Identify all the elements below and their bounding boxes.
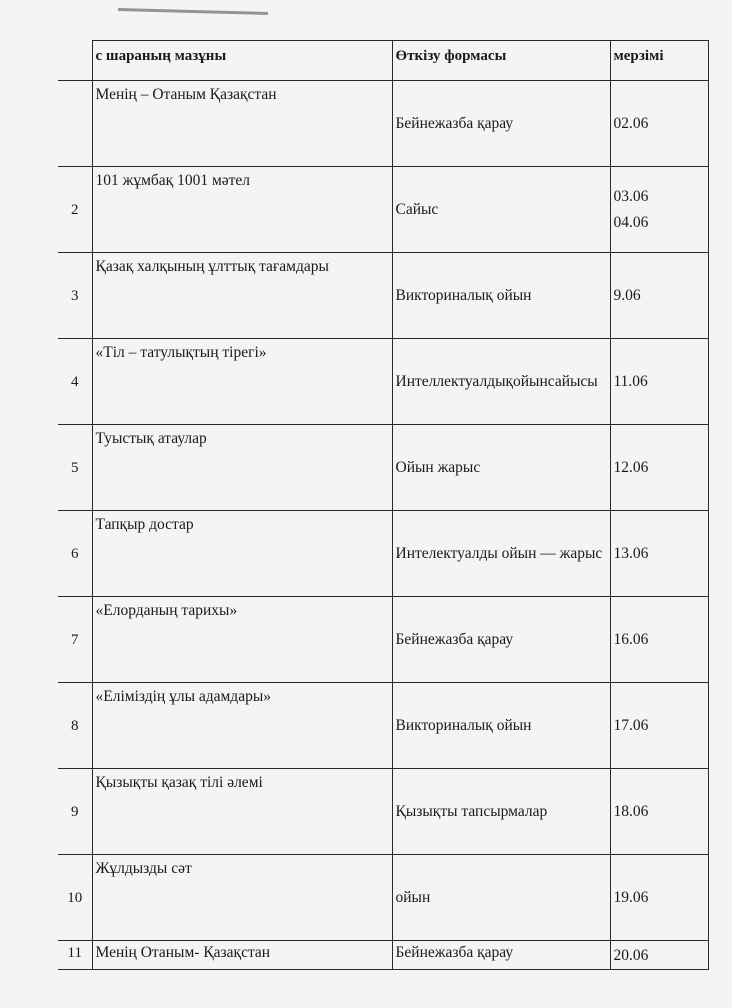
event-date (610, 511, 708, 597)
event-date (610, 167, 708, 253)
row-number (58, 81, 92, 167)
header-name: с шараның мазұны (92, 41, 392, 81)
event-date (610, 683, 708, 769)
table-row (58, 683, 708, 769)
event-date (610, 597, 708, 683)
row-number: 2 (58, 167, 92, 253)
date-value: 04.06 (613, 213, 649, 231)
date-value: 12.06 (613, 458, 649, 476)
date-value: 18.06 (613, 802, 649, 820)
event-form: Бейнежазба қарау (392, 597, 610, 683)
event-date (610, 855, 708, 941)
event-form: Бейнежазба қарау (392, 81, 610, 167)
event-date (610, 941, 708, 970)
header-form: Өткізу формасы (392, 41, 610, 81)
table-row (58, 425, 708, 511)
row-number: 6 (58, 511, 92, 597)
row-number: 4 (58, 339, 92, 425)
table-row (58, 597, 708, 683)
header-date: мерзімі (610, 41, 708, 81)
row-number: 8 (58, 683, 92, 769)
event-form: ойын (392, 855, 610, 941)
date-value: 03.06 (613, 187, 649, 205)
row-number: 10 (58, 855, 92, 941)
event-name: Менің Отаным- Қазақстан (92, 941, 392, 970)
event-name: Тапқыр достар (92, 511, 392, 597)
event-date (610, 425, 708, 511)
event-form: Қызықты тапсырмалар (392, 769, 610, 855)
header-number (58, 41, 92, 81)
event-form: Интелектуалды ойын — жарыс (392, 511, 610, 597)
event-form: Сайыс (392, 167, 610, 253)
event-form: Викториналық ойын (392, 253, 610, 339)
row-number: 9 (58, 769, 92, 855)
date-value: 9.06 (613, 286, 641, 304)
event-name: 101 жұмбақ 1001 мәтел (92, 167, 392, 253)
table-body (58, 81, 708, 970)
event-form: Ойын жарыс (392, 425, 610, 511)
row-number: 11 (58, 941, 92, 970)
date-value: 19.06 (613, 888, 649, 906)
event-name: «Елорданың тарихы» (92, 597, 392, 683)
event-name: Қазақ халқының ұлттық тағамдары (92, 253, 392, 339)
row-number: 3 (58, 253, 92, 339)
date-value: 13.06 (613, 544, 649, 562)
table-row (58, 769, 708, 855)
event-name: Жұлдызды сәт (92, 855, 392, 941)
table-row (58, 941, 708, 970)
event-date (610, 81, 708, 167)
event-form: Интеллектуалдықойынсайысы (392, 339, 610, 425)
event-form: Бейнежазба қарау (392, 941, 610, 970)
row-number: 7 (58, 597, 92, 683)
date-value: 16.06 (613, 630, 649, 648)
event-name: «Тіл – татулықтың тірегі» (92, 339, 392, 425)
event-form: Викториналық ойын (392, 683, 610, 769)
event-date (610, 253, 708, 339)
row-number: 5 (58, 425, 92, 511)
table-row (58, 511, 708, 597)
scan-artifact (118, 8, 268, 15)
table-row (58, 81, 708, 167)
table-row (58, 339, 708, 425)
table-row (58, 167, 708, 253)
table-header-row (58, 41, 708, 81)
event-name: Қызықты қазақ тілі әлемі (92, 769, 392, 855)
table-row (58, 253, 708, 339)
date-value: 02.06 (613, 114, 649, 132)
events-table (58, 40, 709, 970)
event-date (610, 769, 708, 855)
event-date (610, 339, 708, 425)
event-name: Менің – Отаным Қазақстан (92, 81, 392, 167)
date-value: 20.06 (613, 947, 649, 964)
date-value: 17.06 (613, 716, 649, 734)
date-value: 11.06 (613, 372, 648, 390)
events-table-container (58, 40, 708, 970)
table-row (58, 855, 708, 941)
event-name: Туыстық атаулар (92, 425, 392, 511)
event-name: «Еліміздің ұлы адамдары» (92, 683, 392, 769)
